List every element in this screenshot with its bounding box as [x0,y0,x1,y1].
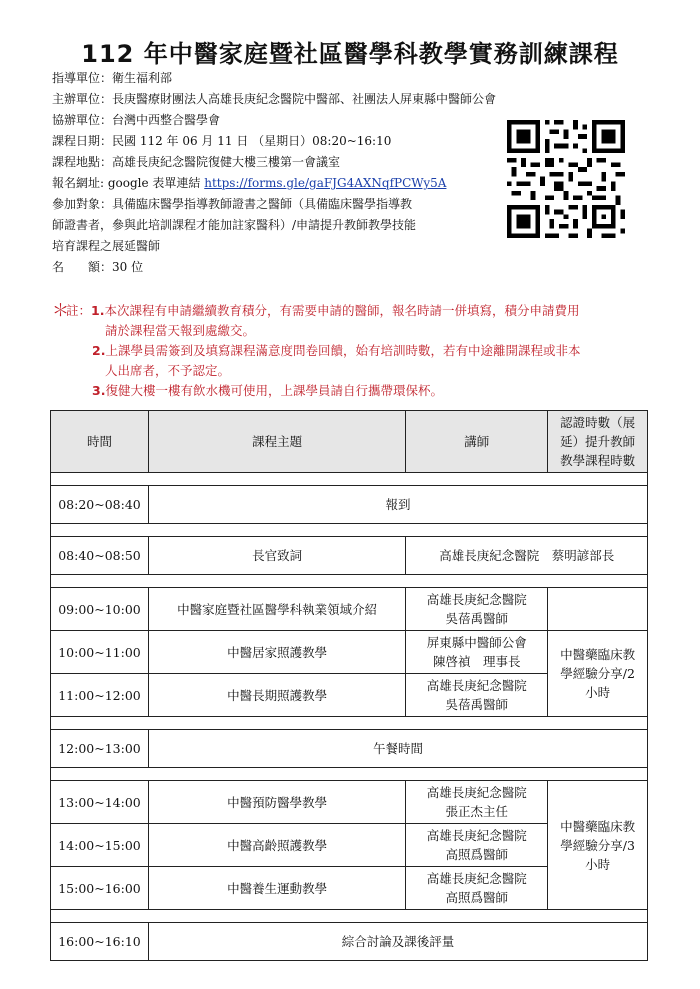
lecturer-name: 高照爲醫師 [445,890,509,905]
lecturer-org: 高雄長庚紀念醫院 [426,785,527,800]
header-hours-line-1: 認證時數（展 [560,415,636,430]
course-date: 課程日期：民國 112 年 06 月 11 日 （星期日）08:20~16:10 [52,134,392,148]
notes-section [52,301,652,401]
topic-cell: 長官致詞 [148,537,405,575]
schedule-table [50,410,648,961]
lecturer-org: 高雄長庚紀念醫院 [426,592,527,607]
time-cell: 11:00~12:00 [51,674,149,717]
topic-cell: 中醫養生運動教學 [148,867,405,910]
header-hours-line-3: 教學課程時數 [560,453,636,468]
lecturer-org: 高雄長庚紀念醫院 [426,828,527,843]
qr-code-icon[interactable] [507,120,625,238]
time-cell: 08:40~08:50 [51,537,149,575]
course-location: 課程地點：高雄長庚紀念醫院復健大樓三樓第一會議室 [52,155,341,169]
time-cell: 15:00~16:00 [51,867,149,910]
guidance-unit: 指導單位：衛生福利部 [52,71,173,85]
hours-morning-line-3: 小時 [585,685,611,700]
hours-morning-line-2: 學經驗分享/2 [560,666,635,681]
note-1-number: 1. [91,303,105,318]
header-topic: 課程主題 [148,411,405,473]
header-lecturer: 講師 [406,411,548,473]
lecturer-org: 高雄長庚紀念醫院 [426,871,527,886]
time-cell: 08:20~08:40 [51,486,149,524]
header-hours-line-2: 延）提升教師 [560,434,636,449]
time-cell: 10:00~11:00 [51,631,149,674]
lecturer-cell [406,674,548,717]
topic-cell: 中醫預防醫學教學 [148,781,405,824]
topic-cell: 中醫家庭暨社區醫學科執業領域介紹 [148,588,405,631]
note-2-text: 上課學員需簽到及填寫課程滿意度問卷回饋，始有培訓時數，若有中途離開課程或非本 [105,343,581,358]
lecturer-cell [406,588,548,631]
audience-line-2: 師證書者，參與此培訓課程才能加註家醫科）/申請提升教師教學技能 [52,218,417,232]
note-1-continued: 請於課程當天報到處繳交。 [105,323,256,338]
course-info [52,68,522,278]
audience-line-1: 參加對象：具備臨床醫學指導教師證書之醫師（具備臨床醫學指導教 [52,197,413,211]
note-1-text: 本次課程有申請繼續教育積分，有需要申請的醫師，報名時請一併填寫，積分申請費用 [104,303,580,318]
lecturer-org: 屏東縣中醫師公會 [426,635,527,650]
table-row [51,486,648,524]
note-1 [52,301,652,321]
note-2 [52,341,652,361]
registration-row [52,173,522,194]
table-row [51,923,648,961]
hours-cell-empty [548,588,648,631]
topic-cell: 中醫高齡照護教學 [148,824,405,867]
lecturer-name: 陳啓禎 理事長 [433,654,521,669]
hours-afternoon-line-1: 中醫藥臨床教 [560,818,636,834]
header-hours [548,411,648,473]
page-title: 112 年中醫家庭暨社區醫學科教學實務訓練課程 [81,40,619,68]
lecturer-cell: 高雄長庚紀念醫院 蔡明諺部長 [406,537,648,575]
note-3-text: 復健大樓一樓有飲水機可使用，上課學員請自行攜帶環保杯。 [105,383,443,398]
hours-cell-afternoon [548,781,648,910]
span-cell: 綜合討論及課後評量 [148,923,647,961]
time-cell: 09:00~10:00 [51,588,149,631]
note-prefix: 註： [66,303,92,318]
co-organizer-unit: 協辦單位：台灣中西整合醫學會 [52,113,221,127]
lecturer-name: 張正杰主任 [445,804,509,819]
topic-cell: 中醫長期照護教學 [148,674,405,717]
hours-afternoon-line-2: 學經驗分享/3 [560,837,635,853]
hours-afternoon-line-3: 小時 [585,856,611,872]
time-cell: 12:00~13:00 [51,730,149,768]
registration-link[interactable]: https://forms.gle/gaFJG4AXNqfPCWy5A [204,176,447,190]
hours-morning-line-1: 中醫藥臨床教 [560,647,636,662]
table-row [51,537,648,575]
span-cell: 報到 [148,486,647,524]
time-cell: 13:00~14:00 [51,781,149,824]
table-row [51,588,648,631]
lecturer-name: 高照爲醫師 [445,847,509,862]
lecturer-cell [406,867,548,910]
time-cell: 14:00~15:00 [51,824,149,867]
hours-cell-morning [548,631,648,717]
topic-cell: 中醫居家照護教學 [148,631,405,674]
organizer-unit: 主辦單位：長庚醫療財團法人高雄長庚紀念醫院中醫部、社團法人屏東縣中醫師公會 [52,92,497,106]
note-2-number: 2. [92,343,106,358]
lecturer-cell [406,781,548,824]
audience-line-3: 培育課程之展延醫師 [52,239,161,253]
lecturer-org: 高雄長庚紀念醫院 [426,678,527,693]
lecturer-name: 吳蓓禹醫師 [445,611,509,626]
lecturer-name: 吳蓓禹醫師 [445,697,509,712]
registration-label: 報名網址: google 表單連結 [52,176,205,190]
note-2-continued: 人出席者，不予認定。 [105,363,231,378]
span-cell: 午餐時間 [148,730,647,768]
note-3-number: 3. [92,383,106,398]
note-3 [52,381,652,401]
quota: 名 額：30 位 [52,260,144,274]
table-header-row [51,411,648,473]
table-row [51,730,648,768]
table-row [51,631,648,674]
lecturer-cell [406,631,548,674]
lecturer-cell [406,824,548,867]
header-time: 時間 [51,411,149,473]
time-cell: 16:00~16:10 [51,923,149,961]
asterisk-icon: ＊ [52,301,69,321]
table-row [51,781,648,824]
